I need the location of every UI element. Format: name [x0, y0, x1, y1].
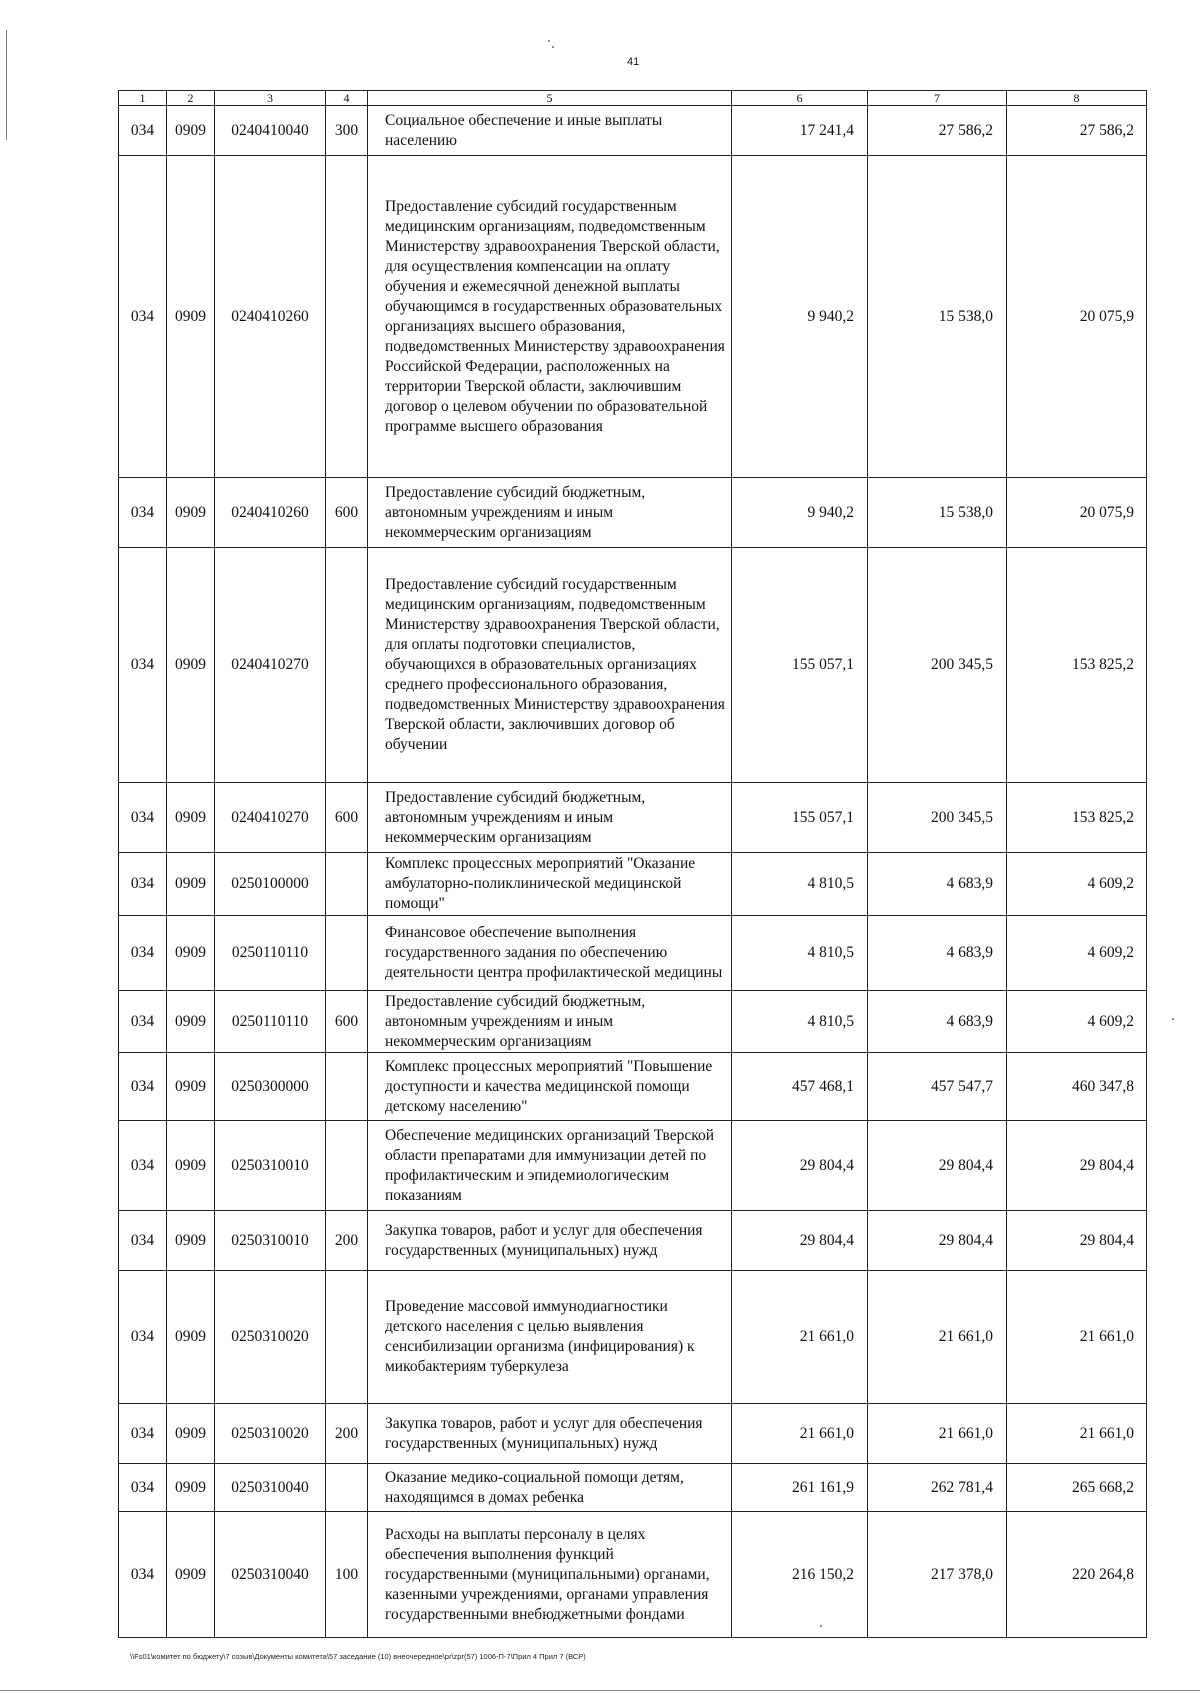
code-section-cell: 0909 [167, 156, 215, 478]
item-name-cell: Предоставление субсидий бюджетным, автономным учреждениям и иным некоммерческим организациям [368, 991, 732, 1053]
code-section-cell: 0909 [167, 106, 215, 156]
code-ministry-cell: 034 [119, 853, 167, 916]
item-name-cell: Комплекс процессных мероприятий "Повышение доступности и качества медицинской помощи детскому населению" [368, 1053, 732, 1121]
code-expense-type-cell: 600 [326, 478, 368, 548]
code-section-cell: 0909 [167, 1512, 215, 1638]
amount-col8-cell: 4 609,2 [1007, 853, 1147, 916]
amount-col6-cell: 155 057,1 [732, 548, 868, 783]
scan-speck [1172, 1018, 1174, 1020]
code-expense-type-cell [326, 548, 368, 783]
code-ministry-cell: 034 [119, 548, 167, 783]
code-target-cell: 0250110110 [215, 991, 326, 1053]
code-ministry-cell: 034 [119, 106, 167, 156]
table-row [119, 1271, 1147, 1404]
amount-col6-cell: 4 810,5 [732, 853, 868, 916]
table-row [119, 1211, 1147, 1271]
code-ministry-cell: 034 [119, 1211, 167, 1271]
code-target-cell: 0250310020 [215, 1271, 326, 1404]
table-row [119, 156, 1147, 478]
amount-col8-cell: 4 609,2 [1007, 991, 1147, 1053]
code-section-cell: 0909 [167, 548, 215, 783]
amount-col8-cell: 20 075,9 [1007, 478, 1147, 548]
code-expense-type-cell [326, 853, 368, 916]
code-target-cell: 0250310040 [215, 1464, 326, 1512]
item-name-cell: Обеспечение медицинских организаций Тверской области препаратами для иммунизации детей по профилактическим и эпидемиологическим показаниям [368, 1121, 732, 1211]
code-ministry-cell: 034 [119, 478, 167, 548]
code-expense-type-cell [326, 1464, 368, 1512]
amount-col8-cell: 4 609,2 [1007, 916, 1147, 991]
code-target-cell: 0240410270 [215, 548, 326, 783]
code-expense-type-cell: 200 [326, 1404, 368, 1464]
page-number: 41 [627, 56, 640, 68]
amount-col8-cell: 21 661,0 [1007, 1404, 1147, 1464]
code-ministry-cell: 034 [119, 991, 167, 1053]
table-row [119, 106, 1147, 156]
amount-col6-cell: 457 468,1 [732, 1053, 868, 1121]
amount-col6-cell: 29 804,4 [732, 1211, 868, 1271]
scan-edge-line [0, 1690, 1200, 1691]
code-expense-type-cell [326, 1271, 368, 1404]
amount-col7-cell: 15 538,0 [868, 478, 1007, 548]
item-name-cell: Предоставление субсидий государственным медицинским организациям, подведомственным Министерству здравоохранения Тверской области, для оплаты подготовки специалистов, обучающихся в образовательных организациях среднего профессионального образования, подведомственных Министерству здравоохранения Тверской области, заключивших договор об обучении [368, 548, 732, 783]
header-cell: 2 [167, 91, 215, 106]
code-ministry-cell: 034 [119, 1404, 167, 1464]
amount-col8-cell: 20 075,9 [1007, 156, 1147, 478]
amount-col6-cell: 4 810,5 [732, 991, 868, 1053]
amount-col8-cell: 29 804,4 [1007, 1121, 1147, 1211]
code-section-cell: 0909 [167, 1121, 215, 1211]
item-name-cell: Предоставление субсидий бюджетным, автономным учреждениям и иным некоммерческим организациям [368, 783, 732, 853]
code-ministry-cell: 034 [119, 156, 167, 478]
header-cell: 6 [732, 91, 868, 106]
scan-speck [552, 46, 554, 48]
amount-col8-cell: 27 586,2 [1007, 106, 1147, 156]
code-expense-type-cell [326, 1121, 368, 1211]
amount-col8-cell: 265 668,2 [1007, 1464, 1147, 1512]
table-row [119, 991, 1147, 1053]
scan-speck [548, 40, 550, 42]
code-target-cell: 0240410260 [215, 478, 326, 548]
code-expense-type-cell: 600 [326, 991, 368, 1053]
table-body [119, 91, 1147, 1638]
amount-col7-cell: 457 547,7 [868, 1053, 1007, 1121]
amount-col8-cell: 153 825,2 [1007, 783, 1147, 853]
amount-col8-cell: 460 347,8 [1007, 1053, 1147, 1121]
header-cell: 8 [1007, 91, 1147, 106]
table-row [119, 916, 1147, 991]
amount-col6-cell: 21 661,0 [732, 1271, 868, 1404]
amount-col7-cell: 15 538,0 [868, 156, 1007, 478]
amount-col6-cell: 17 241,4 [732, 106, 868, 156]
table-row [119, 1121, 1147, 1211]
header-cell: 4 [326, 91, 368, 106]
file-path-footer: \\Fs01\комитет по бюджету\7 созыв\Документы комитета\57 заседание (10) внеочередное\pr\zpr(57) 1006-П-7\Прил 4 Прил 7 (ВСР) [130, 1652, 586, 1661]
code-section-cell: 0909 [167, 991, 215, 1053]
code-target-cell: 0240410040 [215, 106, 326, 156]
amount-col8-cell: 21 661,0 [1007, 1271, 1147, 1404]
code-expense-type-cell: 200 [326, 1211, 368, 1271]
item-name-cell: Предоставление субсидий государственным медицинским организациям, подведомственным Министерству здравоохранения Тверской области, для осуществления компенсации на оплату обучения и ежемесячной денежной выплаты обучающимся в государственных образовательных организациях высшего образования, подведомственных Министерству здравоохранения Российской Федерации, расположенных на территории Тверской области, заключившим договор о целевом обучении по образовательной программе высшего образования [368, 156, 732, 478]
amount-col6-cell: 29 804,4 [732, 1121, 868, 1211]
code-target-cell: 0250310010 [215, 1121, 326, 1211]
code-expense-type-cell [326, 1053, 368, 1121]
code-target-cell: 0250310010 [215, 1211, 326, 1271]
amount-col7-cell: 200 345,5 [868, 548, 1007, 783]
amount-col7-cell: 29 804,4 [868, 1211, 1007, 1271]
amount-col6-cell: 9 940,2 [732, 156, 868, 478]
table-row [119, 1053, 1147, 1121]
header-cell: 7 [868, 91, 1007, 106]
code-expense-type-cell [326, 156, 368, 478]
item-name-cell: Закупка товаров, работ и услуг для обеспечения государственных (муниципальных) нужд [368, 1404, 732, 1464]
code-expense-type-cell [326, 916, 368, 991]
table-row [119, 548, 1147, 783]
code-section-cell: 0909 [167, 1464, 215, 1512]
code-target-cell: 0250310020 [215, 1404, 326, 1464]
item-name-cell: Финансовое обеспечение выполнения государственного задания по обеспечению деятельности центра профилактической медицины [368, 916, 732, 991]
code-section-cell: 0909 [167, 783, 215, 853]
code-target-cell: 0250300000 [215, 1053, 326, 1121]
header-cell: 1 [119, 91, 167, 106]
amount-col7-cell: 21 661,0 [868, 1271, 1007, 1404]
code-target-cell: 0250110110 [215, 916, 326, 991]
amount-col7-cell: 200 345,5 [868, 783, 1007, 853]
item-name-cell: Оказание медико-социальной помощи детям, находящимся в домах ребенка [368, 1464, 732, 1512]
code-ministry-cell: 034 [119, 1271, 167, 1404]
header-cell: 3 [215, 91, 326, 106]
amount-col8-cell: 29 804,4 [1007, 1211, 1147, 1271]
amount-col6-cell: 155 057,1 [732, 783, 868, 853]
item-name-cell: Расходы на выплаты персоналу в целях обеспечения выполнения функций государственными (муниципальными) органами, казенными учреждениями, органами управления государственными внебюджетными фондами [368, 1512, 732, 1638]
table-row [119, 853, 1147, 916]
code-section-cell: 0909 [167, 853, 215, 916]
budget-table-container [118, 90, 1146, 1638]
item-name-cell: Предоставление субсидий бюджетным, автономным учреждениям и иным некоммерческим организациям [368, 478, 732, 548]
code-ministry-cell: 034 [119, 783, 167, 853]
code-ministry-cell: 034 [119, 1512, 167, 1638]
amount-col6-cell: 21 661,0 [732, 1404, 868, 1464]
code-ministry-cell: 034 [119, 1464, 167, 1512]
header-row [119, 91, 1147, 106]
code-target-cell: 0250100000 [215, 853, 326, 916]
amount-col7-cell: 4 683,9 [868, 853, 1007, 916]
code-section-cell: 0909 [167, 916, 215, 991]
code-ministry-cell: 034 [119, 916, 167, 991]
amount-col6-cell: 216 150,2 [732, 1512, 868, 1638]
item-name-cell: Комплекс процессных мероприятий "Оказание амбулаторно-поликлинической медицинской помощи" [368, 853, 732, 916]
amount-col7-cell: 4 683,9 [868, 991, 1007, 1053]
amount-col7-cell: 29 804,4 [868, 1121, 1007, 1211]
table-row [119, 1404, 1147, 1464]
code-section-cell: 0909 [167, 1271, 215, 1404]
code-target-cell: 0250310040 [215, 1512, 326, 1638]
amount-col7-cell: 4 683,9 [868, 916, 1007, 991]
table-row [119, 783, 1147, 853]
amount-col7-cell: 27 586,2 [868, 106, 1007, 156]
amount-col8-cell: 220 264,8 [1007, 1512, 1147, 1638]
table-row [119, 478, 1147, 548]
code-section-cell: 0909 [167, 478, 215, 548]
budget-table [118, 90, 1147, 1638]
code-section-cell: 0909 [167, 1053, 215, 1121]
amount-col6-cell: 4 810,5 [732, 916, 868, 991]
code-section-cell: 0909 [167, 1211, 215, 1271]
table-row [119, 1464, 1147, 1512]
code-expense-type-cell: 300 [326, 106, 368, 156]
header-cell: 5 [368, 91, 732, 106]
code-target-cell: 0240410260 [215, 156, 326, 478]
table-row [119, 1512, 1147, 1638]
amount-col6-cell: 9 940,2 [732, 478, 868, 548]
item-name-cell: Проведение массовой иммунодиагностики детского населения с целью выявления сенсибилизации организма (инфицирования) к микобактериям туберкулеза [368, 1271, 732, 1404]
scan-margin-mark [6, 30, 7, 140]
code-ministry-cell: 034 [119, 1053, 167, 1121]
amount-col8-cell: 153 825,2 [1007, 548, 1147, 783]
code-section-cell: 0909 [167, 1404, 215, 1464]
amount-col7-cell: 21 661,0 [868, 1404, 1007, 1464]
code-ministry-cell: 034 [119, 1121, 167, 1211]
amount-col6-cell: 261 161,9 [732, 1464, 868, 1512]
code-target-cell: 0240410270 [215, 783, 326, 853]
amount-col7-cell: 262 781,4 [868, 1464, 1007, 1512]
amount-col7-cell: 217 378,0 [868, 1512, 1007, 1638]
code-expense-type-cell: 100 [326, 1512, 368, 1638]
item-name-cell: Закупка товаров, работ и услуг для обеспечения государственных (муниципальных) нужд [368, 1211, 732, 1271]
code-expense-type-cell: 600 [326, 783, 368, 853]
item-name-cell: Социальное обеспечение и иные выплаты населению [368, 106, 732, 156]
